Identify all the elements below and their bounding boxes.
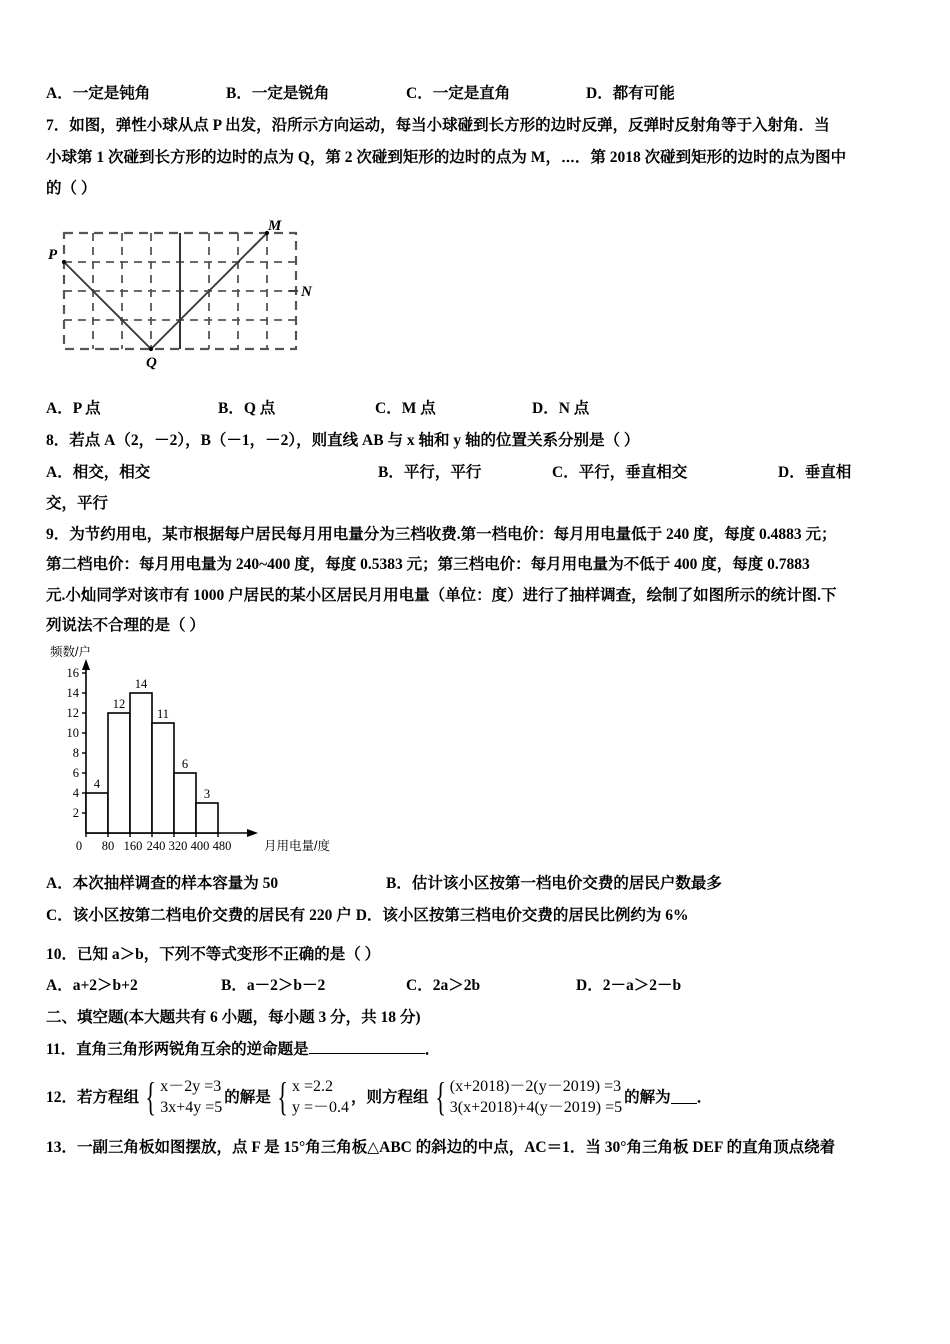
- q11-stem: [46, 1034, 914, 1066]
- q6-option-c[interactable]: C．一定是直角: [406, 85, 511, 102]
- brace-icon: {: [145, 1074, 156, 1120]
- q7-option-c[interactable]: C．M 点: [375, 400, 436, 418]
- q11-stem-text: 11．直角三角形两锐角互余的逆命题是: [46, 1040, 309, 1058]
- q10-options-row: [46, 970, 914, 1002]
- q12-system-1: [141, 1076, 222, 1119]
- q12-system-2: [273, 1076, 349, 1119]
- svg-text:14: 14: [134, 677, 148, 691]
- svg-text:14: 14: [66, 686, 79, 700]
- q12-answer-blank[interactable]: [671, 1090, 697, 1104]
- label-q: Q: [146, 355, 157, 372]
- bar-400-480: [196, 803, 218, 833]
- q7-options-row: [46, 393, 914, 425]
- svg-text:400: 400: [190, 839, 210, 853]
- q11-answer-blank[interactable]: [309, 1040, 425, 1054]
- q7-option-b[interactable]: B．Q 点: [218, 400, 276, 418]
- q9-options-row1: [46, 868, 914, 900]
- x-axis-arrow: [247, 829, 258, 837]
- svg-text:10: 10: [66, 726, 79, 740]
- q7-option-d[interactable]: D．N 点: [532, 400, 590, 418]
- q12-sys1-eq2: 3x+4y =5: [160, 1099, 223, 1117]
- q12-prefix: 12．若方程组: [46, 1088, 140, 1106]
- svg-text:12: 12: [112, 697, 126, 711]
- q7-option-a[interactable]: A．P 点: [46, 400, 101, 418]
- q11-stem-end: ．: [424, 1040, 441, 1058]
- y-axis-arrow: [82, 659, 90, 670]
- electricity-usage-histogram: [46, 643, 466, 861]
- q12-suffix: 的解为: [624, 1088, 671, 1106]
- svg-text:2: 2: [72, 806, 79, 820]
- q9-options-row2: [46, 900, 914, 932]
- q12-sys2-eq1: x =2.2: [291, 1077, 334, 1095]
- q9-option-b[interactable]: B．估计该小区按第一档电价交费的居民户数最多: [386, 875, 722, 892]
- svg-text:16: 16: [66, 666, 79, 680]
- q12-mid2: ，则方程组: [351, 1088, 429, 1106]
- bar-80-160: [108, 713, 130, 833]
- q12-system-3: [431, 1076, 623, 1119]
- label-p: P: [48, 247, 58, 264]
- q6-option-b[interactable]: B．一定是锐角: [226, 85, 330, 102]
- q9-stem-line3: 元.小灿同学对该市有 1000 户居民的某小区居民月用电量（单位：度）进行了抽样调查，绘制了如图所示的统计图.下: [46, 586, 837, 604]
- svg-text:11: 11: [156, 707, 170, 721]
- q7-stem-line3: 的（ ）: [46, 180, 97, 198]
- q6-option-a[interactable]: A．一定是钝角: [46, 85, 151, 102]
- page-content: [46, 78, 914, 1164]
- svg-text:4: 4: [72, 786, 79, 800]
- q10-option-a[interactable]: A．a+2＞b+2: [46, 977, 138, 995]
- svg-text:4: 4: [93, 777, 101, 791]
- label-n: N: [301, 284, 312, 301]
- chart-xlabel: 月用电量/度: [264, 839, 330, 853]
- brace-icon: {: [434, 1074, 446, 1120]
- q12-end: ．: [696, 1088, 713, 1106]
- q12-row: [46, 1076, 914, 1119]
- svg-text:0: 0: [75, 839, 83, 853]
- section-2-heading: 二、填空题(本大题共有 6 小题，每小题 3 分，共 18 分): [46, 1009, 421, 1027]
- q12-sys2-eq2: y =－0.4: [291, 1099, 350, 1117]
- q8-option-c[interactable]: C．平行，垂直相交: [552, 463, 688, 481]
- svg-text:80: 80: [101, 839, 115, 853]
- q9-stem-line1: 9．为节约用电，某市根据每户居民每月用电量分为三档收费.第一档电价：每月用电量低于 240 度，每度 0.4883 元；: [46, 526, 837, 544]
- bar-160-240: [130, 693, 152, 833]
- q8-option-d[interactable]: D．垂直相: [778, 463, 852, 481]
- svg-text:480: 480: [212, 839, 232, 853]
- q8-option-b[interactable]: B．平行，平行: [378, 463, 482, 481]
- q13-stem: 13．一副三角板如图摆放，点 F 是 15°角三角板△ABC 的斜边的中点，AC＝1．当 30°角三角板 DEF 的直角顶点绕着: [46, 1138, 836, 1156]
- svg-text:320: 320: [168, 839, 188, 853]
- q8-option-d-wrap: 交，平行: [46, 495, 109, 513]
- brace-icon: {: [277, 1074, 288, 1120]
- q10-option-c[interactable]: C．2a＞2b: [406, 977, 481, 995]
- q9-option-a[interactable]: A．本次抽样调查的样本容量为 50: [46, 875, 279, 892]
- q6-option-d[interactable]: D．都有可能: [586, 85, 675, 102]
- x-tick-labels: [76, 839, 232, 853]
- q10-option-b[interactable]: B．a－2＞b－2: [221, 977, 326, 995]
- q7-stem-line2: 小球第 1 次碰到长方形的边时的点为 Q，第 2 次碰到矩形的边时的点为 M，⋯．第 2018 次碰到矩形的边时的点为图中: [46, 148, 847, 166]
- svg-text:6: 6: [72, 766, 79, 780]
- label-m: M: [268, 219, 282, 235]
- bar-240-320: [152, 723, 174, 833]
- q8-option-a[interactable]: A．相交，相交: [46, 463, 151, 481]
- q7-figure: [46, 219, 914, 391]
- chart-ylabel: 频数/户: [50, 645, 91, 659]
- q9-option-c[interactable]: C．该小区按第二档电价交费的居民有 220 户: [46, 906, 352, 924]
- q9-stem-line4: 列说法不合理的是（ ）: [46, 616, 205, 634]
- svg-text:6: 6: [181, 757, 189, 771]
- q12-mid1: 的解是: [224, 1088, 271, 1106]
- svg-text:8: 8: [72, 746, 79, 760]
- bar-320-400: [174, 773, 196, 833]
- svg-text:12: 12: [66, 706, 79, 720]
- svg-text:160: 160: [123, 839, 143, 853]
- bar-0-80: [86, 793, 108, 833]
- q8-options-row: [46, 457, 914, 489]
- svg-text:3: 3: [203, 787, 211, 801]
- q9-histogram-figure: [46, 643, 914, 861]
- q10-stem: 10．已知 a＞b，下列不等式变形不正确的是（ ）: [46, 945, 381, 963]
- q9-option-d[interactable]: D．该小区按第三档电价交费的居民比例约为 6%: [355, 906, 689, 924]
- svg-text:240: 240: [146, 839, 166, 853]
- q9-stem-line2: 第二档电价：每月用电量为 240~400 度，每度 0.5383 元；第三档电价：每月用电量为不低于 400 度，每度 0.7883: [46, 556, 810, 574]
- y-tick-labels: [67, 666, 80, 820]
- q12-sys1-eq1: x－2y =3: [160, 1077, 222, 1095]
- q10-option-d[interactable]: D．2－a＞2－b: [576, 977, 682, 995]
- histogram-bars: [86, 693, 218, 833]
- q12-sys3-eq1: (x+2018)－2(y－2019) =3: [449, 1077, 622, 1095]
- bouncing-ball-grid-svg: [46, 219, 376, 391]
- q6-options-row: [46, 78, 914, 110]
- q7-stem-line1: 7．如图，弹性小球从点 P 出发，沿所示方向运动，每当小球碰到长方形的边时反弹，反弹时反射角等于入射角．当: [46, 116, 830, 134]
- q12-sys3-eq2: 3(x+2018)+4(y－2019) =5: [449, 1099, 623, 1117]
- q8-stem: 8．若点 A（2，－2），B（－1，－2），则直线 AB 与 x 轴和 y 轴的位置关系分别是（ ）: [46, 431, 640, 449]
